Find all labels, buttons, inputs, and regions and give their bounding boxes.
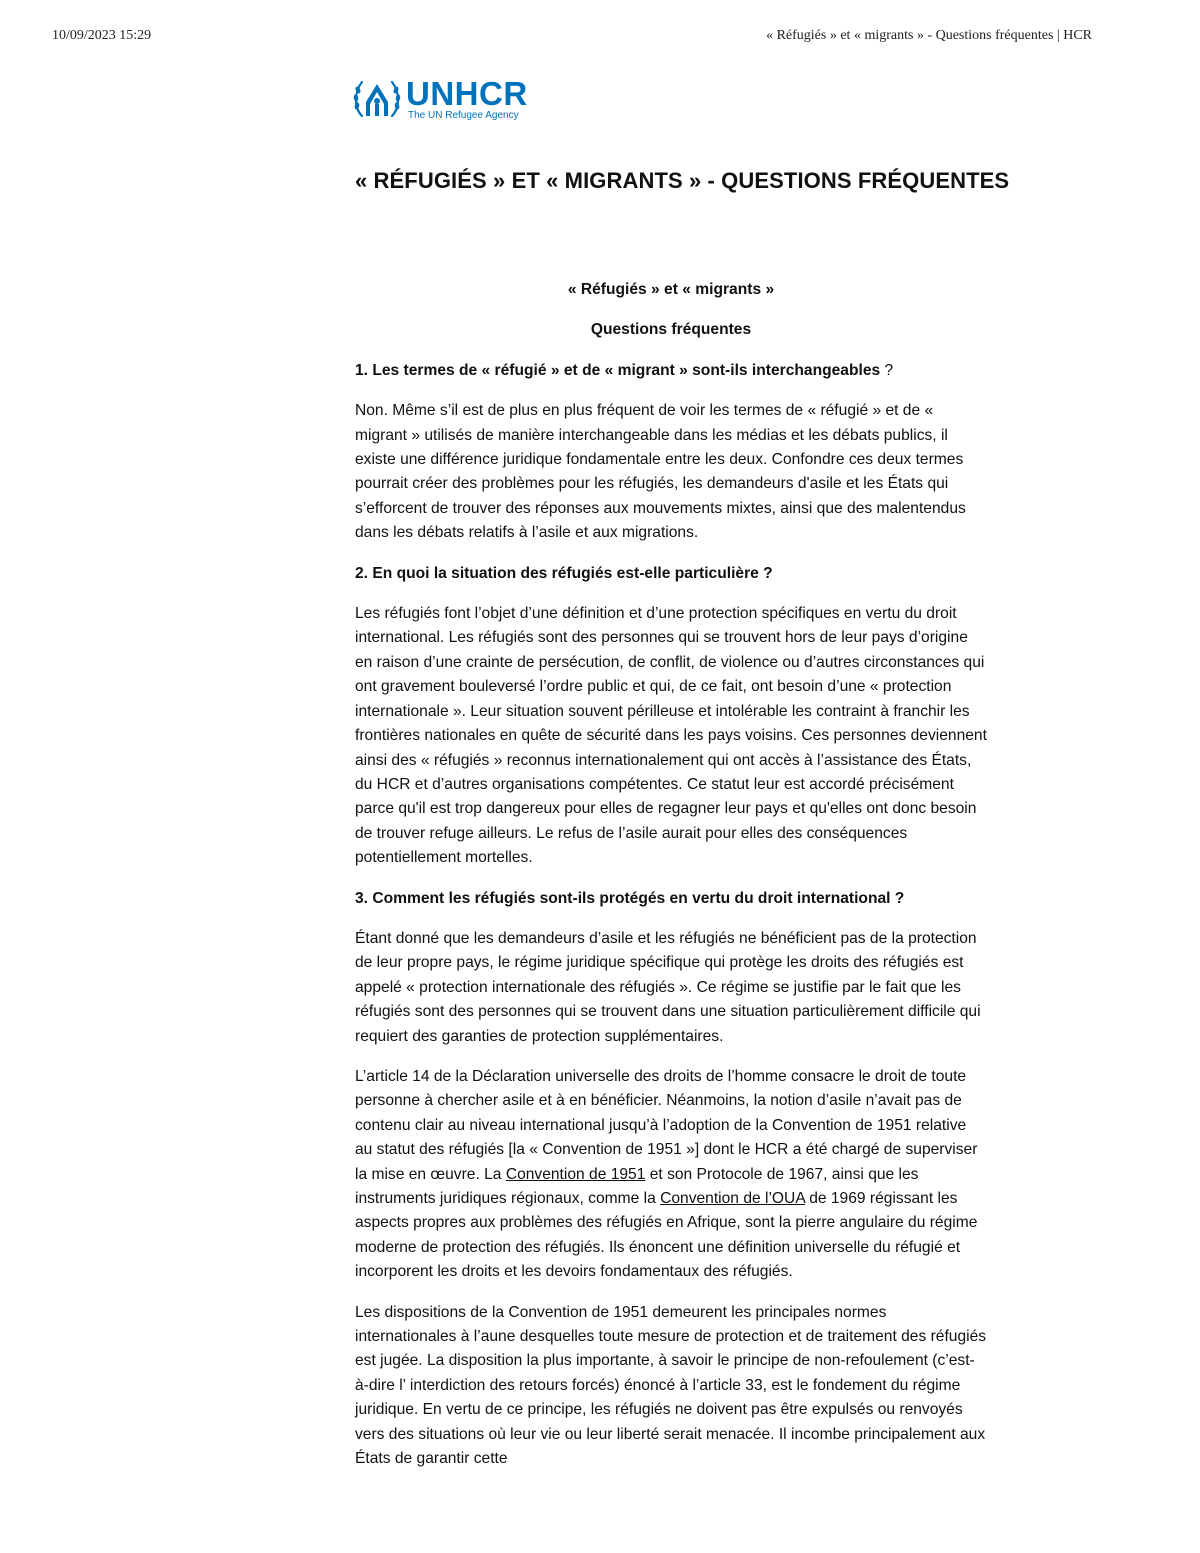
print-header (52, 28, 1092, 44)
paragraph-text: et son Protocole de 1967, ainsi que les instruments juridiques régionaux, comme la (355, 1165, 919, 1207)
doc-subheading: Questions fréquentes (590, 321, 752, 339)
print-datetime: 10/09/2023 15:29 (52, 28, 152, 43)
answer-2: Les réfugiés font l’objet d’une définition et d’une protection spécifiques en vertu du droit international. Les réfugiés sont des personnes qui se trouvent hors de leur pays d’origine en raison d’une crainte de persécution, de conflit, de violence ou d’autres circonstances qui ont gravement bouleversé l’ordre public et qui, de ce fait, ont besoin d’une « protection internationale ». Leur situation souvent périlleuse et intolérable les contraint à franchir les frontières nationales en quête de sécurité dans les pays voisins. Ces personnes deviennent ainsi des « réfugiés » reconnus internationalement qui ont accès à l’assistance des États, du HCR et d’autres organisations compétentes. Ce statut leur est accordé précisément parce qu'il est trop dangereux pour elles de regagner leur pays et qu'elles ont donc besoin de trouver refuge ailleurs. Le refus de l’asile aurait pour elles des conséquences potentiellement mortelles. (355, 605, 987, 867)
doc-heading: « Réfugiés » et « migrants » (567, 281, 775, 298)
logo-wordmark: UNHCR (406, 75, 528, 112)
article-body (355, 278, 987, 1487)
print-page-title: « Réfugiés » et « migrants » - Questions fréquentes | HCR (766, 28, 1092, 43)
answer-1: Non. Même s’il est de plus en plus fréquent de voir les termes de « réfugié » et de « migrant » utilisés de manière interchangeable dans les médias et les débats publics, il existe une différence juridique fondamentale entre les deux. Confondre ces deux termes pourrait créer des problèmes pour les réfugiés, les demandeurs d'asile et les États qui s’efforcent de trouver des réponses aux mouvements mixtes, ainsi que des malentendus dans les débats relatifs à l’asile et aux migrations. (355, 402, 966, 542)
question-3: 3. Comment les réfugiés sont-ils protégés en vertu du droit international ? (355, 889, 905, 907)
unhcr-logo[interactable] (352, 76, 528, 122)
paragraph-text: L’article 14 de la Déclaration universelle des droits de l’homme consacre le droit de toute personne à chercher asile et à en bénéficier. Néanmoins, la notion d’asile n’avait pas de contenu clair au niveau international jusqu’à l’adoption de la Convention de 1951 relative au statut des réfugiés [la « Convention de 1951 »] dont le HCR a été chargé de superviser la mise en œuvre. La (355, 1067, 978, 1183)
unhcr-emblem-icon (352, 76, 402, 122)
answer-3-paragraph-2 (355, 1065, 987, 1285)
question-2: 2. En quoi la situation des réfugiés est-elle particulière ? (355, 564, 773, 582)
convention-oua-link[interactable]: Convention de l’OUA (660, 1190, 805, 1207)
question-1 (355, 359, 987, 383)
convention-1951-link[interactable]: Convention de 1951 (505, 1165, 646, 1183)
page-title: « RÉFUGIÉS » ET « MIGRANTS » - QUESTIONS FRÉQUENTES (355, 168, 1010, 193)
question-1-text: 1. Les termes de « réfugié » et de « migrant » sont-ils interchangeables (355, 361, 881, 379)
paragraph-text: de 1969 régissant les aspects propres aux problèmes des réfugiés en Afrique, sont la pierre angulaire du régime moderne de protection des réfugiés. Ils énoncent une définition universelle du réfugié et incorporent les droits et les devoirs fondamentaux des réfugiés. (355, 1190, 978, 1281)
logo-tagline: The UN Refugee Agency (408, 110, 519, 121)
answer-3-paragraph-3: Les dispositions de la Convention de 1951 demeurent les principales normes internationales à l’aune desquelles toute mesure de protection et de traitement des réfugiés est jugée. La disposition la plus importante, à savoir le principe de non-refoulement (c’est-à-dire l’ interdiction des retours forcés) énoncé à l’article 33, est le fondement du régime juridique. En vertu de ce principe, les réfugiés ne doivent pas être expulsés ou renvoyés vers des situations où leur vie ou leur liberté serait menacée. Il incombe principalement aux États de garantir cette (355, 1303, 987, 1468)
answer-3-paragraph-1: Étant donné que les demandeurs d’asile et les réfugiés ne bénéficient pas de la protection de leur propre pays, le régime juridique spécifique qui protège les droits des réfugiés est appelé « protection internationale des réfugiés ». Ce régime se justifie par le fait que les réfugiés sont des personnes qui se trouvent dans une situation particulièrement difficile qui requiert des garanties de protection supplémentaires. (355, 929, 981, 1045)
question-1-mark: ? (880, 361, 894, 379)
